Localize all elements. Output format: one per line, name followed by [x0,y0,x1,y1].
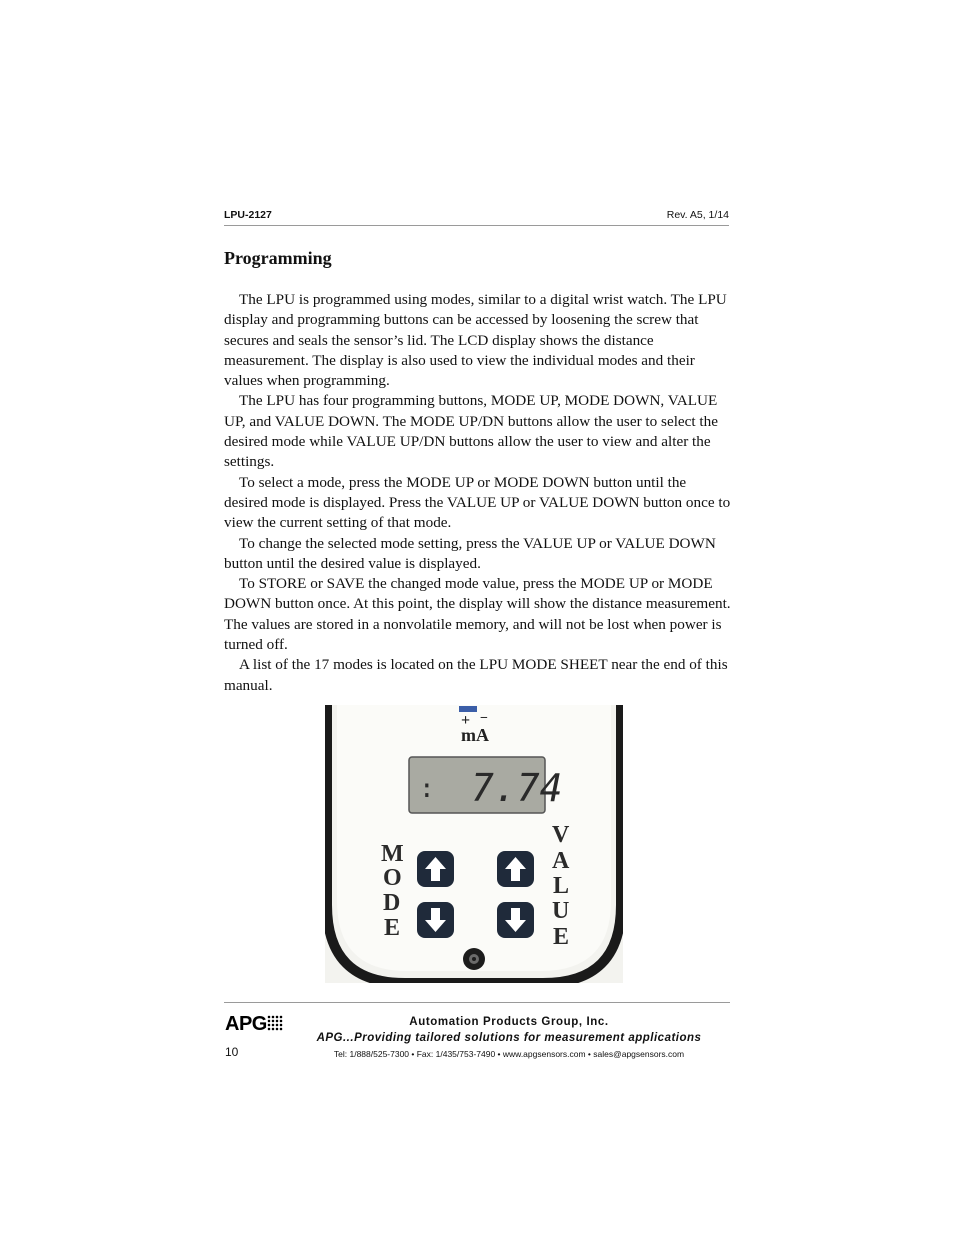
contact-info: Tel: 1/888/525-7300 • Fax: 1/435/753-7490 • www.apgsensors.com • sales@apgsensors.com [333,1049,685,1059]
company-tagline: APG...Providing tailored solutions for measurement applications [316,1032,702,1044]
apg-logo [225,1013,283,1036]
terminal-unit-label: mA [461,725,489,745]
value-label [552,822,570,950]
paragraph: A list of the 17 modes is located on the LPU MODE SHEET near the end of this manual. [224,656,728,694]
lcd-reading: 7.74 [471,766,563,810]
paragraph: To select a mode, press the MODE UP or MODE DOWN button until the desired mode is displayed. Press the VALUE UP or VALUE DOWN button once to view the current setting of that mode. [224,473,731,532]
logo-text: APG [225,1013,267,1035]
revision-label: Rev. A5, 1/14 [666,209,729,221]
value-letter: V [552,822,570,848]
mode-letter: E [384,915,401,941]
value-letter: L [553,873,570,899]
paragraph: The LPU has four programming buttons, MODE UP, MODE DOWN, VALUE UP, and VALUE DOWN. The MODE UP/DN buttons allow the user to select the desired mode while VALUE UP/DN buttons allow the user to view and alter the settings. [224,392,718,471]
terminal-minus-label: − [480,711,488,726]
mode-down-button[interactable] [417,902,454,938]
mode-up-button[interactable] [417,851,454,887]
lcd-indicator: : [419,774,435,804]
document-id: LPU-2127 [224,209,272,221]
terminal-plus-label: + [461,712,471,729]
body-text [224,290,732,696]
value-letter: U [552,898,570,924]
footer-divider [224,1002,730,1003]
page-number: 10 [225,1045,239,1059]
company-name: Automation Products Group, Inc. [409,1016,609,1028]
page-header [224,207,729,226]
value-letter: E [553,924,570,950]
value-down-button[interactable] [497,902,534,938]
mode-letter: M [381,841,404,867]
logo-dots-icon [267,1015,283,1031]
value-up-button[interactable] [497,851,534,887]
device-panel-illustration [325,705,623,983]
section-title: Programming [224,248,332,268]
mode-letter: D [383,890,401,916]
paragraph: The LPU is programmed using modes, similar to a digital wrist watch. The LPU display and programming buttons can be accessed by loosening the screw that secures and seals the sensor’s lid. The LCD display shows the distance measurement. The display is also used to view the individual modes and their values when programming. [224,291,727,390]
mode-letter: O [383,865,402,891]
paragraph: To STORE or SAVE the changed mode value, press the MODE UP or MODE DOWN button once. At this point, the display will show the distance measurement. The values are stored in a nonvolatile memory, and will not be lost when power is turned off. [224,575,731,654]
value-letter: A [552,848,570,874]
device-photo [325,705,623,983]
paragraph: To change the selected mode setting, press the VALUE UP or VALUE DOWN button until the desired value is displayed. [224,534,716,572]
